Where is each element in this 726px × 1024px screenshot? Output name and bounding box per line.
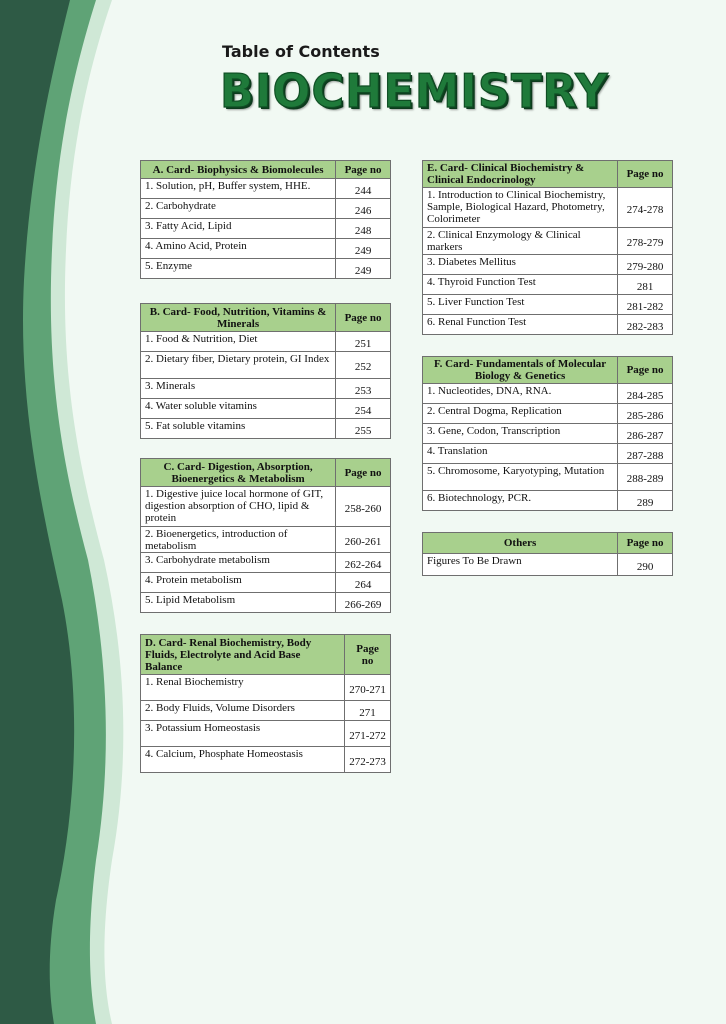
page-cell: 253 <box>336 379 391 399</box>
topic-cell: 2. Body Fluids, Volume Disorders <box>141 701 345 721</box>
table-row <box>141 179 391 199</box>
section-a-page-header: Page no <box>336 161 391 179</box>
table-row <box>423 444 673 464</box>
section-d-page-header: Page no <box>345 635 391 675</box>
toc-table-section-c <box>140 458 391 613</box>
page-cell: 282-283 <box>618 315 673 335</box>
topic-cell: 2. Carbohydrate <box>141 199 336 219</box>
table-row <box>141 419 391 439</box>
page-cell: 281-282 <box>618 295 673 315</box>
table-row <box>141 399 391 419</box>
table-row <box>141 553 391 573</box>
page-cell: 266-269 <box>336 593 391 613</box>
topic-cell: 4. Thyroid Function Test <box>423 275 618 295</box>
topic-cell: 4. Calcium, Phosphate Homeostasis <box>141 747 345 773</box>
topic-cell: 6. Biotechnology, PCR. <box>423 491 618 511</box>
topic-cell: 5. Lipid Metabolism <box>141 593 336 613</box>
table-row <box>141 332 391 352</box>
page-cell: 272-273 <box>345 747 391 773</box>
table-row <box>423 188 673 228</box>
page-cell: 244 <box>336 179 391 199</box>
page-cell: 270-271 <box>345 675 391 701</box>
section-e-page-header: Page no <box>618 161 673 188</box>
table-row <box>141 259 391 279</box>
toc-table-section-e <box>422 160 673 335</box>
page-cell: 271 <box>345 701 391 721</box>
table-row <box>423 424 673 444</box>
topic-cell: 2. Dietary fiber, Dietary protein, GI Index <box>141 352 336 379</box>
toc-table-section-b <box>140 303 391 439</box>
page-cell: 281 <box>618 275 673 295</box>
topic-cell: 2. Central Dogma, Replication <box>423 404 618 424</box>
topic-cell: 5. Enzyme <box>141 259 336 279</box>
page-cell: 279-280 <box>618 255 673 275</box>
page-cell: 285-286 <box>618 404 673 424</box>
table-row <box>141 593 391 613</box>
table-row <box>423 295 673 315</box>
table-row <box>423 255 673 275</box>
page-cell: 254 <box>336 399 391 419</box>
toc-table-section-f <box>422 356 673 511</box>
topic-cell: 2. Clinical Enzymology & Clinical markers <box>423 228 618 255</box>
table-row <box>141 219 391 239</box>
section-f-page-header: Page no <box>618 357 673 384</box>
section-d-title: D. Card- Renal Biochemistry, Body Fluids, Electrolyte and Acid Base Balance <box>141 635 345 675</box>
others-page-header: Page no <box>618 533 673 554</box>
topic-cell: 1. Solution, pH, Buffer system, HHE. <box>141 179 336 199</box>
topic-cell: 4. Protein metabolism <box>141 573 336 593</box>
topic-cell: 1. Renal Biochemistry <box>141 675 345 701</box>
table-row <box>141 747 391 773</box>
page-cell: 286-287 <box>618 424 673 444</box>
table-row <box>423 554 673 576</box>
page-cell: 287-288 <box>618 444 673 464</box>
page-cell: 246 <box>336 199 391 219</box>
section-b-page-header: Page no <box>336 304 391 332</box>
page-cell: 284-285 <box>618 384 673 404</box>
topic-cell: 3. Carbohydrate metabolism <box>141 553 336 573</box>
table-row <box>423 491 673 511</box>
topic-cell: 4. Amino Acid, Protein <box>141 239 336 259</box>
topic-cell: 3. Diabetes Mellitus <box>423 255 618 275</box>
toc-heading: Table of Contents <box>222 42 380 61</box>
section-c-title: C. Card- Digestion, Absorption, Bioenergetics & Metabolism <box>141 459 336 487</box>
table-row <box>141 239 391 259</box>
book-title-logo: BIOCHEMISTRY <box>220 64 609 118</box>
topic-cell: 1. Digestive juice local hormone of GIT, digestion absorption of CHO, lipid & protein <box>141 487 336 527</box>
page-cell: 251 <box>336 332 391 352</box>
others-title: Others <box>423 533 618 554</box>
topic-cell: 5. Fat soluble vitamins <box>141 419 336 439</box>
table-row <box>141 199 391 219</box>
table-row <box>423 275 673 295</box>
page-cell: 260-261 <box>336 527 391 553</box>
table-row <box>141 527 391 553</box>
page-cell: 278-279 <box>618 228 673 255</box>
table-row <box>423 404 673 424</box>
table-row <box>141 379 391 399</box>
page-cell: 248 <box>336 219 391 239</box>
page-cell: 274-278 <box>618 188 673 228</box>
table-row <box>141 573 391 593</box>
section-f-title: F. Card- Fundamentals of Molecular Biology & Genetics <box>423 357 618 384</box>
topic-cell: 3. Minerals <box>141 379 336 399</box>
topic-cell: 5. Liver Function Test <box>423 295 618 315</box>
topic-cell: 2. Bioenergetics, introduction of metabolism <box>141 527 336 553</box>
topic-cell: 1. Food & Nutrition, Diet <box>141 332 336 352</box>
page-cell: 249 <box>336 239 391 259</box>
page-cell: 290 <box>618 554 673 576</box>
page-cell: 264 <box>336 573 391 593</box>
table-row <box>141 675 391 701</box>
topic-cell: 1. Introduction to Clinical Biochemistry, Sample, Biological Hazard, Photometry, Colorimeter <box>423 188 618 228</box>
topic-cell: 3. Fatty Acid, Lipid <box>141 219 336 239</box>
table-row <box>141 352 391 379</box>
table-row <box>141 721 391 747</box>
page-cell: 255 <box>336 419 391 439</box>
page-cell: 249 <box>336 259 391 279</box>
topic-cell: 6. Renal Function Test <box>423 315 618 335</box>
toc-table-others <box>422 532 673 576</box>
topic-cell: 4. Translation <box>423 444 618 464</box>
page-cell: 258-260 <box>336 487 391 527</box>
table-row <box>141 701 391 721</box>
page-cell: 288-289 <box>618 464 673 491</box>
table-row <box>423 464 673 491</box>
topic-cell: 4. Water soluble vitamins <box>141 399 336 419</box>
topic-cell: 1. Nucleotides, DNA, RNA. <box>423 384 618 404</box>
section-c-page-header: Page no <box>336 459 391 487</box>
topic-cell: Figures To Be Drawn <box>423 554 618 576</box>
section-b-title: B. Card- Food, Nutrition, Vitamins & Minerals <box>141 304 336 332</box>
page-cell: 289 <box>618 491 673 511</box>
page-cell: 262-264 <box>336 553 391 573</box>
section-a-title: A. Card- Biophysics & Biomolecules <box>141 161 336 179</box>
page-cell: 271-272 <box>345 721 391 747</box>
topic-cell: 3. Potassium Homeostasis <box>141 721 345 747</box>
table-row <box>423 228 673 255</box>
section-e-title: E. Card- Clinical Biochemistry & Clinical Endocrinology <box>423 161 618 188</box>
topic-cell: 5. Chromosome, Karyotyping, Mutation <box>423 464 618 491</box>
page-cell: 252 <box>336 352 391 379</box>
table-row <box>423 384 673 404</box>
topic-cell: 3. Gene, Codon, Transcription <box>423 424 618 444</box>
table-row <box>141 487 391 527</box>
toc-table-section-a <box>140 160 391 279</box>
table-row <box>423 315 673 335</box>
toc-table-section-d <box>140 634 391 773</box>
